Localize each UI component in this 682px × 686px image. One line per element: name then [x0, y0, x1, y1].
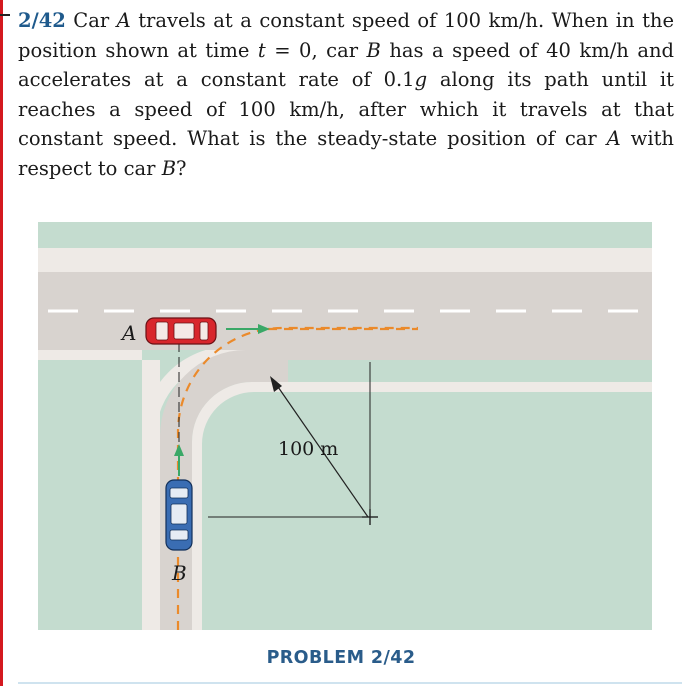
- problem-variable: B: [161, 156, 177, 180]
- problem-body: [18, 9, 674, 180]
- problem-statement: [18, 6, 674, 183]
- sidewalk-left-vertical: [142, 360, 160, 630]
- problem-text-segment: = 0, car: [265, 38, 367, 62]
- problem-variable: B: [366, 38, 381, 62]
- problem-text-segment: has a speed of 40 km/h and accelerates at a constant rate of 0.1: [18, 38, 674, 91]
- problem-variable: A: [116, 9, 131, 32]
- problem-text-segment: Car: [65, 9, 117, 32]
- car-a: [146, 318, 216, 344]
- problem-text-segment: along its path until it reaches a speed of 100 km/h, after which it travels at that constant speed. What is the steady-state position of car: [18, 68, 674, 150]
- problem-text-segment: ?: [176, 156, 187, 180]
- sidewalk-top: [38, 248, 652, 272]
- problem-text-segment: with respect to car: [18, 127, 674, 180]
- figure-caption: PROBLEM 2/42: [266, 648, 416, 668]
- sidewalk-bottom-left: [38, 350, 142, 360]
- problem-number: 2/42: [18, 9, 66, 32]
- bottom-rule: [18, 682, 682, 684]
- top-margin-tick: [0, 14, 10, 16]
- car-a-label: A: [122, 321, 137, 345]
- problem-variable: t: [257, 38, 266, 62]
- intersection-figure: [38, 222, 652, 630]
- car-b: [166, 480, 192, 550]
- problem-variable: g: [414, 68, 428, 91]
- radius-label: 100 m: [278, 438, 339, 460]
- left-margin-rule: [0, 0, 3, 686]
- problem-text-segment: travels at a constant speed of 100 km/h. When in the position shown at time: [18, 9, 675, 62]
- car-b-label: B: [172, 561, 187, 585]
- problem-variable: A: [606, 127, 621, 150]
